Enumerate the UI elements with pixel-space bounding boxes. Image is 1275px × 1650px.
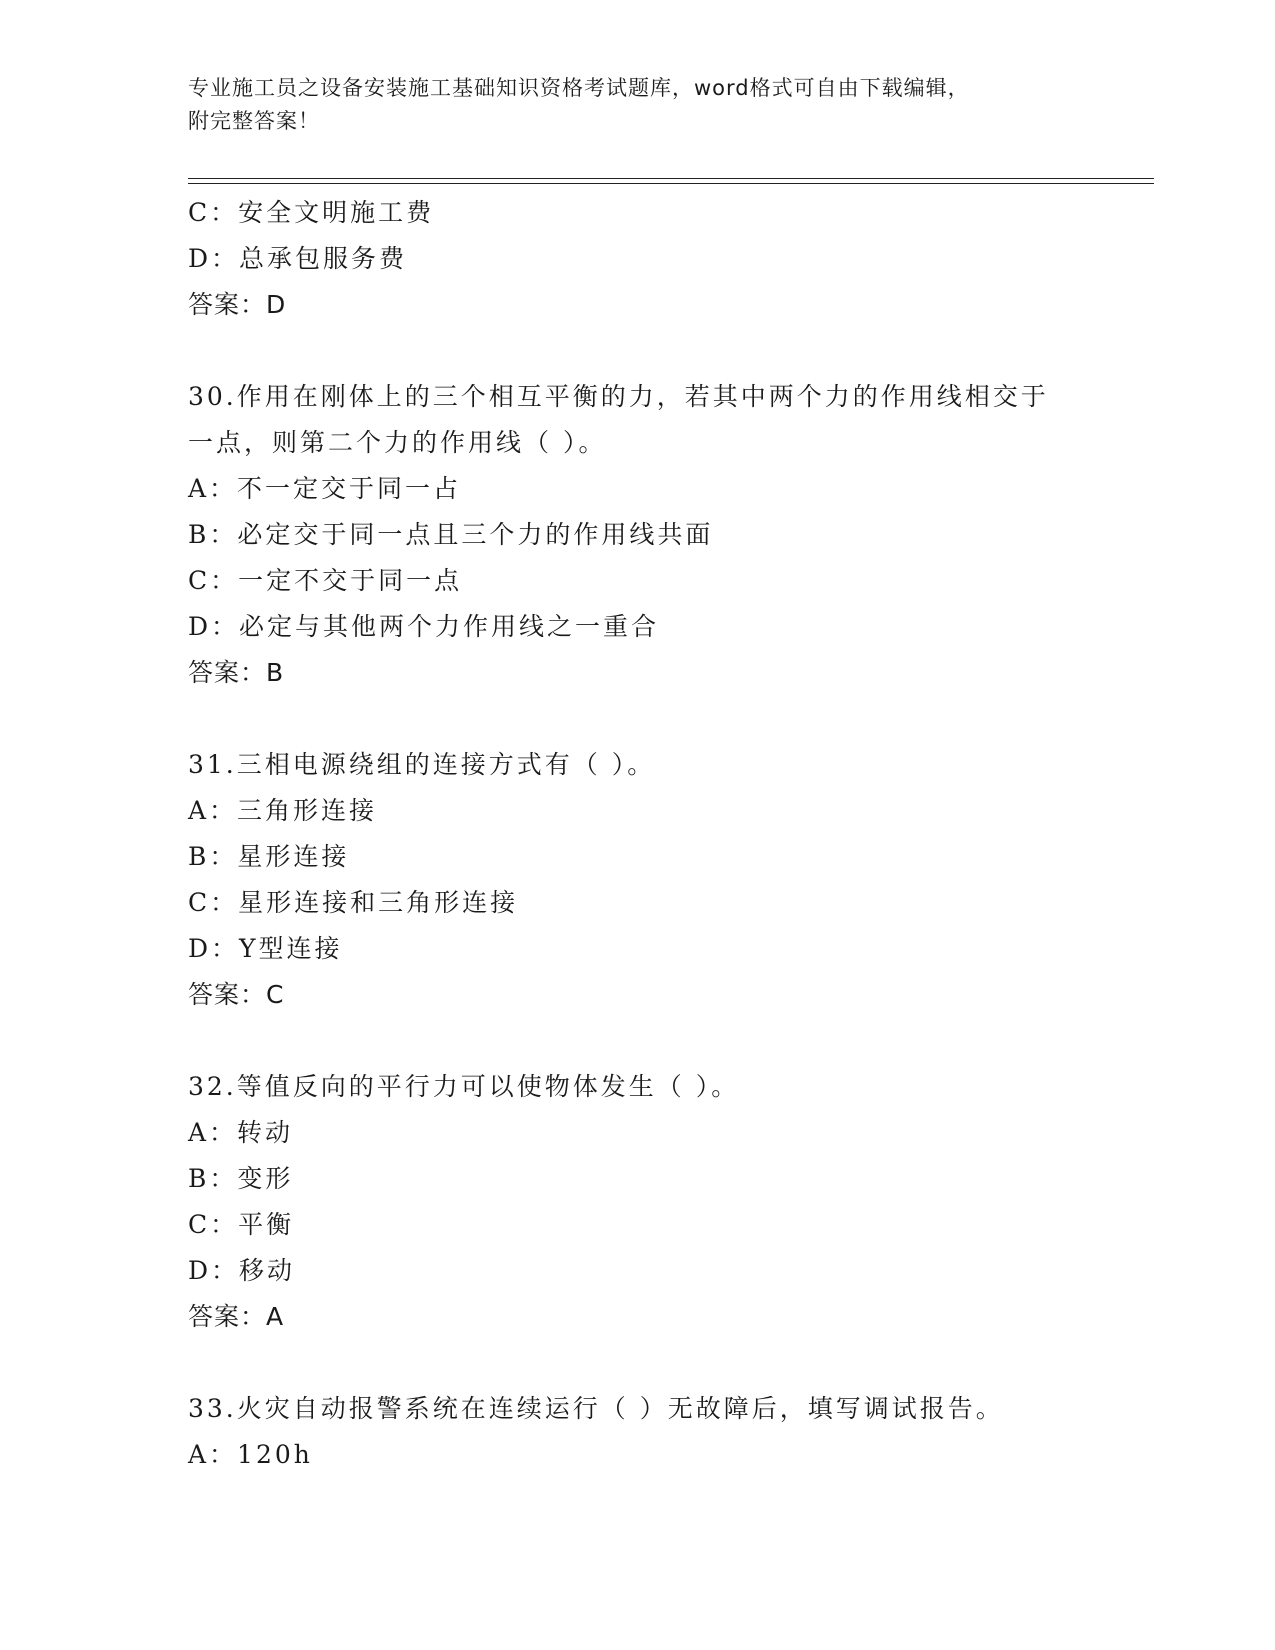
option-a: A：转动 [188, 1118, 294, 1147]
question-stem: 31.三相电源绕组的连接方式有（ ）。 [188, 750, 656, 779]
option-d: D：移动 [188, 1256, 296, 1285]
option-d: D：总承包服务费 [188, 244, 408, 273]
option-c: C：安全文明施工费 [188, 198, 435, 227]
question-33 [188, 1386, 1168, 1478]
option-c: C：平衡 [188, 1210, 295, 1239]
option-c: C：一定不交于同一点 [188, 566, 463, 595]
header-title-line-2: 附完整答案！ [188, 109, 320, 133]
answer: 答案：D [188, 290, 287, 319]
header-divider-top [188, 178, 1154, 179]
question-stem: 32.等值反向的平行力可以使物体发生（ ）。 [188, 1072, 740, 1101]
question-32 [188, 1064, 1168, 1340]
spacer [188, 328, 1168, 374]
answer: 答案：C [188, 980, 285, 1009]
option-a: A：120h [188, 1440, 313, 1469]
spacer [188, 696, 1168, 742]
option-a: A：三角形连接 [188, 796, 378, 825]
option-b: B：必定交于同一点且三个力的作用线共面 [188, 520, 714, 549]
question-stem-continued: 一点，则第二个力的作用线（ ）。 [188, 428, 607, 457]
answer: 答案：A [188, 1302, 285, 1331]
option-b: B：变形 [188, 1164, 294, 1193]
document-header [188, 72, 1088, 138]
answer: 答案：B [188, 658, 285, 687]
question-stem: 33.火灾自动报警系统在连续运行（ ）无故障后，填写调试报告。 [188, 1394, 1004, 1423]
option-c: C：星形连接和三角形连接 [188, 888, 519, 917]
question-stem: 30.作用在刚体上的三个相互平衡的力，若其中两个力的作用线相交于 [188, 382, 1049, 411]
spacer [188, 1018, 1168, 1064]
header-divider-bottom [188, 183, 1154, 184]
spacer [188, 1340, 1168, 1386]
question-29-remainder [188, 190, 1168, 328]
question-list [188, 190, 1168, 1478]
option-b: B：星形连接 [188, 842, 350, 871]
header-title-line-1: 专业施工员之设备安装施工基础知识资格考试题库，word格式可自由下载编辑， [188, 76, 970, 100]
question-30 [188, 374, 1168, 696]
question-31 [188, 742, 1168, 1018]
option-d: D：Y型连接 [188, 934, 343, 963]
option-d: D：必定与其他两个力作用线之一重合 [188, 612, 660, 641]
option-a: A：不一定交于同一占 [188, 474, 462, 503]
